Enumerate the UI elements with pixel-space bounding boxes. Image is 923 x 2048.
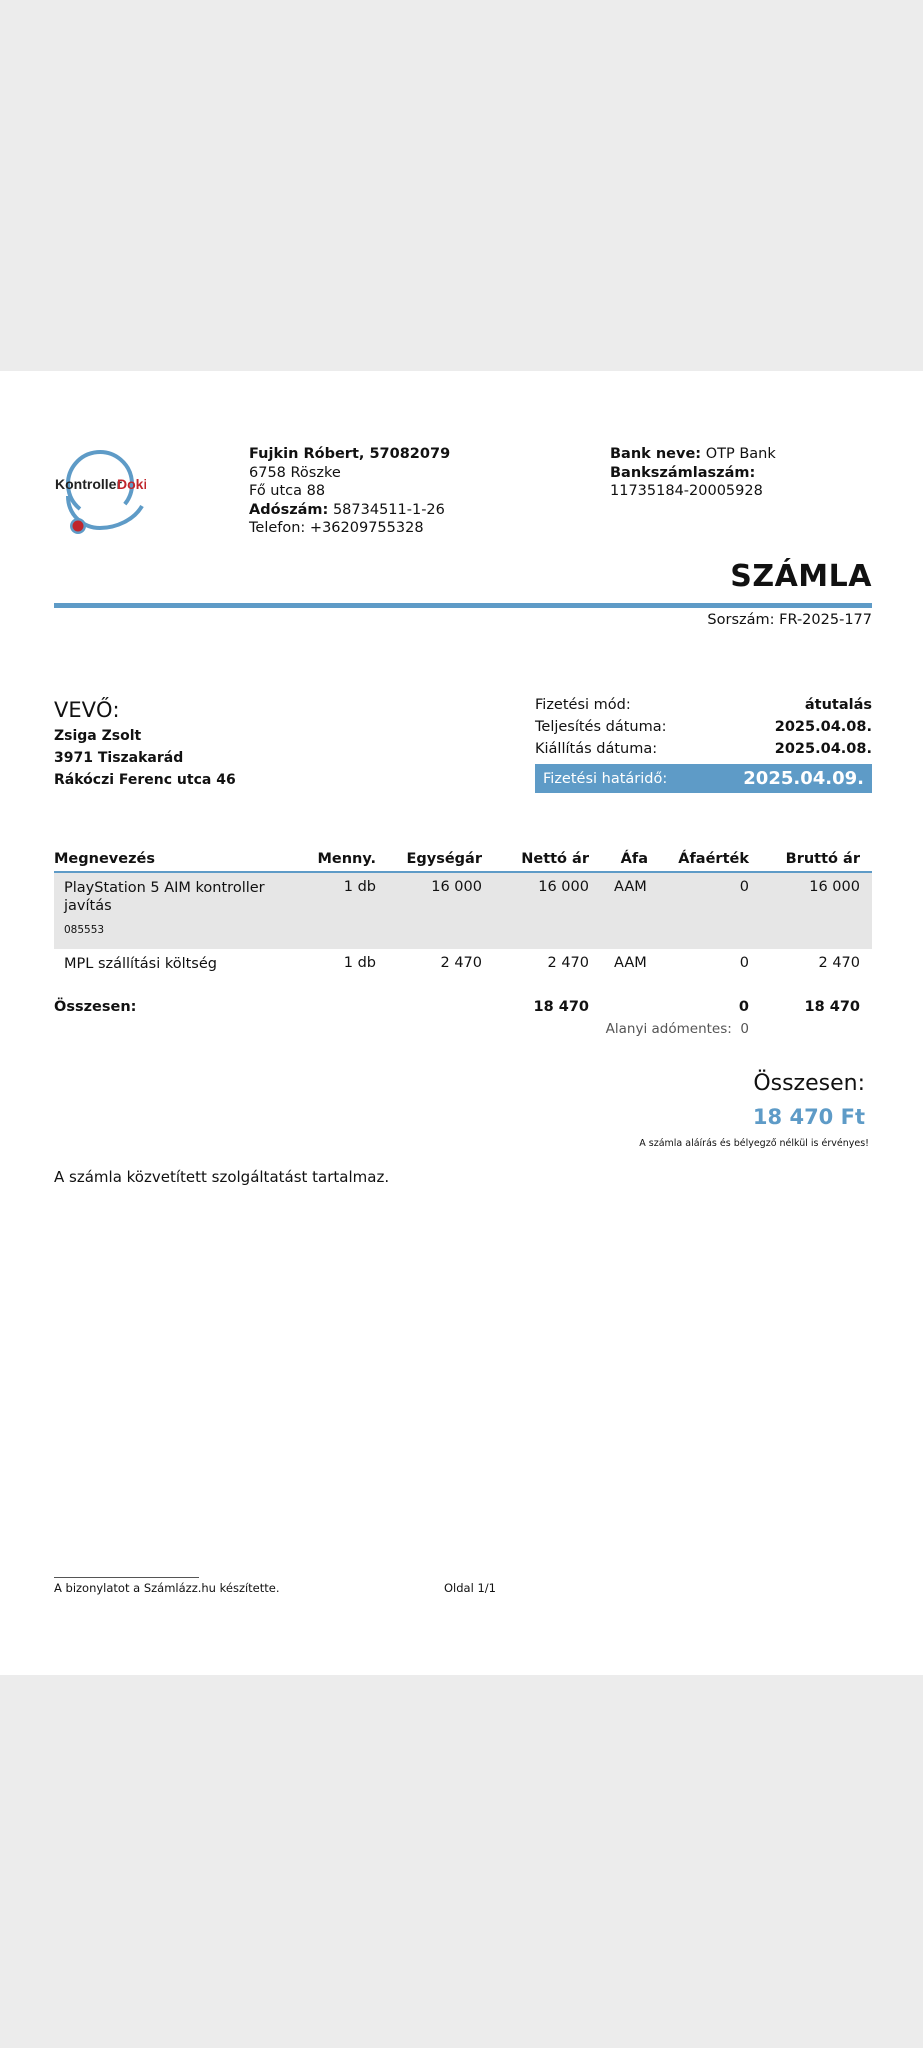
due-date-label: Fizetési határidő: (543, 770, 668, 787)
footer-page-number: Oldal 1/1 (444, 1581, 496, 1595)
serial-number (707, 612, 872, 628)
fulfilment-date-row (535, 716, 872, 738)
seller-phone: Telefon: +36209755328 (249, 520, 424, 536)
table-header (54, 847, 872, 873)
item-unit-price: 16 000 (431, 879, 482, 895)
item-gross: 2 470 (818, 955, 860, 971)
seller-name: Fujkin Róbert, 57082079 (249, 446, 451, 462)
payment-block (535, 694, 872, 793)
invoice-note: A számla közvetített szolgáltatást tartalmaz. (54, 1168, 390, 1186)
item-net: 16 000 (538, 879, 589, 895)
seller-city: 6758 Röszke (249, 464, 341, 481)
bank-account-value: 11735184-20005928 (610, 483, 763, 499)
buyer-name: Zsiga Zsolt (54, 728, 142, 744)
sum-label: Összesen: (54, 999, 137, 1015)
buyer-heading: VEVŐ: (54, 698, 120, 722)
item-name: MPL szállítási költség (64, 956, 217, 972)
exempt-label: Alanyi adómentes: (605, 1021, 732, 1037)
footer-made-by: A bizonylatot a Számlázz.hu készítette. (54, 1581, 280, 1595)
table-row (54, 873, 872, 949)
bank-account-label: Bankszámlaszám: (610, 464, 756, 481)
item-qty: 1 db (343, 879, 376, 895)
item-name: PlayStation 5 AIM kontroller javítás (64, 880, 265, 914)
item-net: 2 470 (547, 955, 589, 971)
title-divider (54, 603, 872, 608)
exempt-value: 0 (740, 1021, 749, 1037)
issue-date-label: Kiállítás dátuma: (535, 741, 658, 757)
item-gross: 16 000 (809, 879, 860, 895)
invoice-page (0, 371, 923, 1675)
logo-icon (54, 446, 146, 538)
payment-method-row (535, 694, 872, 716)
due-date-row (535, 764, 872, 793)
bank-name-value: OTP Bank (705, 446, 776, 462)
seller-block (249, 445, 450, 538)
item-vat-value: 0 (739, 879, 749, 895)
header-unit-price: Egységár (406, 851, 482, 867)
buyer-block (54, 725, 236, 791)
sum-gross: 18 470 (804, 999, 860, 1015)
logo-text-a: Kontroller (55, 476, 122, 492)
payment-method-value: átutalás (804, 697, 872, 713)
header-vat-value: Áfaérték (678, 851, 749, 867)
item-qty: 1 db (343, 955, 376, 971)
seller-tax-label: Adószám: (249, 501, 329, 518)
grand-total-value: 18 470 Ft (752, 1105, 865, 1129)
sum-vat-value: 0 (738, 999, 749, 1015)
sum-net: 18 470 (533, 999, 589, 1015)
issue-date-value: 2025.04.08. (774, 741, 872, 757)
issue-date-row (535, 738, 872, 760)
serial-value: FR-2025-177 (779, 612, 872, 628)
buyer-city: 3971 Tiszakarád (54, 750, 184, 766)
fulfilment-date-value: 2025.04.08. (774, 719, 872, 735)
logo (54, 446, 146, 538)
header-qty: Menny. (317, 851, 376, 867)
exempt-row (54, 1020, 872, 1038)
due-date-value: 2025.04.09. (743, 768, 864, 789)
footer-divider (54, 1577, 199, 1578)
item-vat-value: 0 (739, 955, 749, 971)
item-vat: AAM (614, 955, 647, 971)
bank-name-label: Bank neve: (610, 446, 702, 462)
payment-method-label: Fizetési mód: (535, 697, 631, 713)
items-table (54, 847, 872, 1038)
table-sum-row (54, 994, 872, 1020)
item-unit-price: 2 470 (440, 955, 482, 971)
signature-note: A számla aláírás és bélyegző nélkül is érvényes! (639, 1138, 869, 1149)
item-code: 085553 (64, 924, 105, 936)
bank-block (610, 445, 776, 501)
seller-tax-value: 58734511-1-26 (332, 501, 445, 518)
table-row (54, 949, 872, 993)
header-net: Nettó ár (521, 851, 589, 867)
buyer-street: Rákóczi Ferenc utca 46 (54, 772, 236, 788)
seller-street: Fő utca 88 (249, 483, 326, 499)
serial-label: Sorszám: (707, 612, 775, 628)
header-vat: Áfa (620, 851, 648, 867)
fulfilment-date-label: Teljesítés dátuma: (535, 719, 667, 735)
grand-total-label: Összesen: (753, 1071, 865, 1096)
header-gross: Bruttó ár (785, 851, 860, 867)
item-vat: AAM (614, 879, 647, 895)
logo-text-b: Doki (117, 476, 146, 492)
document-title: SZÁMLA (730, 559, 872, 594)
header-name: Megnevezés (54, 851, 155, 867)
